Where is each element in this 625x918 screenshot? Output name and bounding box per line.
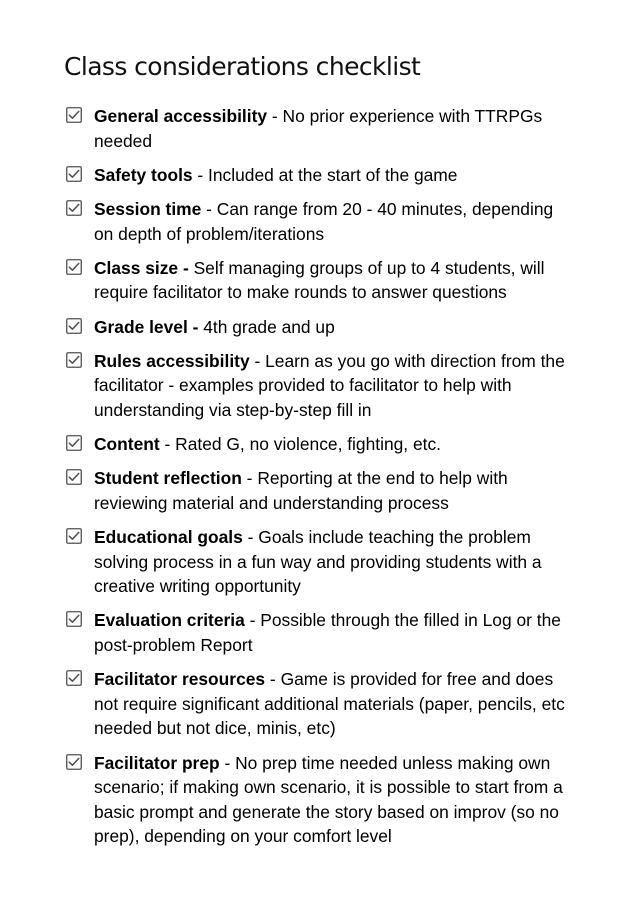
item-title: Facilitator resources — [94, 669, 266, 690]
checklist-item — [66, 104, 576, 153]
item-text: Included at the start of the game — [208, 164, 458, 185]
checked-checkbox-icon[interactable] — [66, 352, 82, 368]
checked-checkbox-icon[interactable] — [66, 435, 82, 451]
item-text: No prep time needed unless making own scenario; if making own scenario, it is possible to start from a basic prompt and generate the story based on improv (so no prep), depending on your comfort level — [94, 752, 563, 847]
item-text: Game is provided for free and does not require significant additional materials (paper, pencils, etc needed but not dice, minis, etc) — [94, 669, 565, 739]
checked-checkbox-icon[interactable] — [66, 107, 82, 123]
item-title: Rules accessibility — [94, 350, 250, 371]
item-text: No prior experience with TTRPGs needed — [94, 106, 543, 151]
item-text: Goals include teaching the problem solving process in a fun way and providing students with a creative writing opportunity — [94, 527, 542, 597]
item-title: Educational goals — [94, 527, 243, 548]
checklist-item — [66, 525, 576, 599]
checked-checkbox-icon[interactable] — [66, 259, 82, 275]
checked-checkbox-icon[interactable] — [66, 754, 82, 770]
checklist-item — [66, 349, 576, 423]
checked-checkbox-icon[interactable] — [66, 166, 82, 182]
considerations-checklist — [66, 104, 576, 859]
checklist-item — [66, 163, 576, 188]
item-title: Evaluation criteria — [94, 610, 245, 631]
checklist-item — [66, 315, 576, 340]
checked-checkbox-icon[interactable] — [66, 528, 82, 544]
item-title: Grade level - — [94, 316, 199, 337]
checklist-item — [66, 608, 576, 657]
item-title: Session time — [94, 198, 202, 219]
checked-checkbox-icon[interactable] — [66, 611, 82, 627]
checked-checkbox-icon[interactable] — [66, 670, 82, 686]
checked-checkbox-icon[interactable] — [66, 318, 82, 334]
item-title: Facilitator prep — [94, 752, 220, 773]
item-separator: - — [201, 198, 217, 219]
checklist-item — [66, 432, 576, 457]
item-separator: - — [219, 752, 236, 773]
item-title: Safety tools — [94, 164, 193, 185]
item-title: General accessibility — [94, 106, 268, 126]
checklist-item — [66, 197, 576, 246]
item-text: Rated G, no violence, fighting, etc. — [175, 434, 442, 455]
checklist-item — [66, 751, 576, 849]
item-separator: - — [267, 106, 283, 126]
checklist-item — [66, 256, 576, 305]
item-text: Can range from 20 - 40 minutes, depending on depth of problem/iterations — [94, 198, 554, 244]
item-text: Self managing groups of up to 4 students, will require facilitator to make rounds to answer questions — [94, 257, 545, 303]
item-title: Content — [94, 434, 160, 455]
item-separator: - — [192, 164, 209, 185]
checklist-item — [66, 466, 576, 515]
item-text: Reporting at the end to help with reviewing material and understanding process — [94, 468, 508, 513]
item-text: Learn as you go with direction from the facilitator - examples provided to facilitator to help with understanding via step-by-step fill in — [94, 350, 565, 420]
item-separator: - — [242, 527, 259, 548]
item-title: Class size - — [94, 257, 189, 278]
item-separator: - — [159, 434, 176, 455]
checklist-item — [66, 667, 576, 741]
page-title: Class considerations checklist — [64, 52, 421, 81]
item-separator: - — [265, 669, 281, 690]
item-separator: - — [241, 468, 258, 489]
checked-checkbox-icon[interactable] — [66, 200, 82, 216]
item-title: Student reflection — [94, 468, 242, 489]
item-text: 4th grade and up — [203, 316, 335, 337]
checked-checkbox-icon[interactable] — [66, 469, 82, 485]
item-text: Possible through the filled in Log or the post-problem Report — [94, 610, 561, 656]
item-separator: - — [249, 350, 266, 371]
item-separator: - — [244, 610, 261, 631]
